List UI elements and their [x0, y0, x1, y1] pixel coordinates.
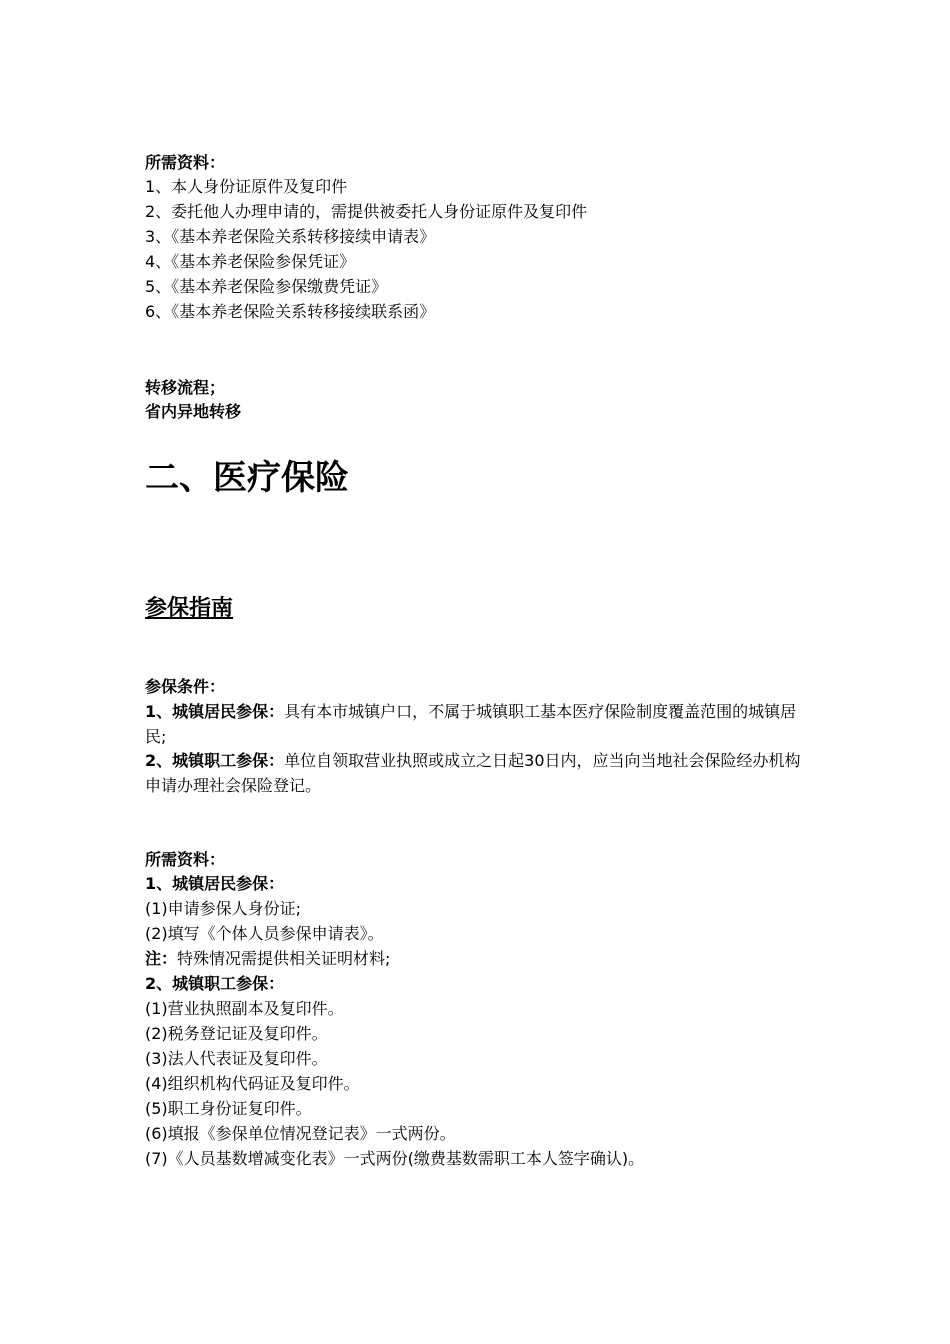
list-item: 4、《基本养老保险参保凭证》: [145, 252, 356, 271]
condition-text: 单位自领取营业执照或成立之日起30日内，应当向当地社会保险经办机构申请办理社会保险登记。: [145, 751, 801, 795]
resident-heading: 1、城镇居民参保：: [145, 874, 285, 893]
list-item: 3、《基本养老保险关系转移接续申请表》: [145, 227, 436, 246]
employee-heading: 2、城镇职工参保：: [145, 974, 285, 993]
list-item: (1)营业执照副本及复印件。: [145, 999, 344, 1018]
note-label: 注：: [145, 949, 178, 968]
condition-item: [145, 748, 813, 798]
list-item: (6)填报《参保单位情况登记表》一式两份。: [145, 1124, 456, 1143]
condition-text: 具有本市城镇户口，不属于城镇职工基本医疗保险制度覆盖范围的城镇居民;: [145, 702, 797, 746]
materials-heading: 所需资料：: [145, 153, 226, 172]
condition-item: [145, 699, 813, 749]
list-item: (1)申请参保人身份证;: [145, 899, 302, 918]
list-item: (3)法人代表证及复印件。: [145, 1049, 328, 1068]
process-subheading: 省内异地转移: [145, 402, 242, 421]
list-item: (7)《人员基数增减变化表》一式两份(缴费基数需职工本人签字确认)。: [145, 1149, 645, 1168]
note-text: 特殊情况需提供相关证明材料;: [177, 949, 391, 968]
list-item: 1、本人身份证原件及复印件: [145, 177, 348, 196]
list-item: (5)职工身份证复印件。: [145, 1099, 312, 1118]
list-item: 6、《基本养老保险关系转移接续联系函》: [145, 302, 436, 321]
materials-heading: 所需资料：: [145, 850, 226, 869]
list-item: (4)组织机构代码证及复印件。: [145, 1074, 360, 1093]
guide-heading: 参保指南: [145, 596, 234, 621]
section-title: 二、医疗保险: [145, 458, 349, 498]
condition-label: 1、城镇居民参保：: [145, 702, 285, 721]
process-heading: 转移流程；: [145, 378, 226, 397]
note: [145, 947, 390, 971]
list-item: 5、《基本养老保险参保缴费凭证》: [145, 277, 388, 296]
conditions-heading: 参保条件：: [145, 677, 226, 696]
list-item: 2、委托他人办理申请的，需提供被委托人身份证原件及复印件: [145, 202, 588, 221]
list-item: (2)税务登记证及复印件。: [145, 1024, 328, 1043]
condition-label: 2、城镇职工参保：: [145, 751, 285, 770]
list-item: (2)填写《个体人员参保申请表》。: [145, 924, 384, 943]
